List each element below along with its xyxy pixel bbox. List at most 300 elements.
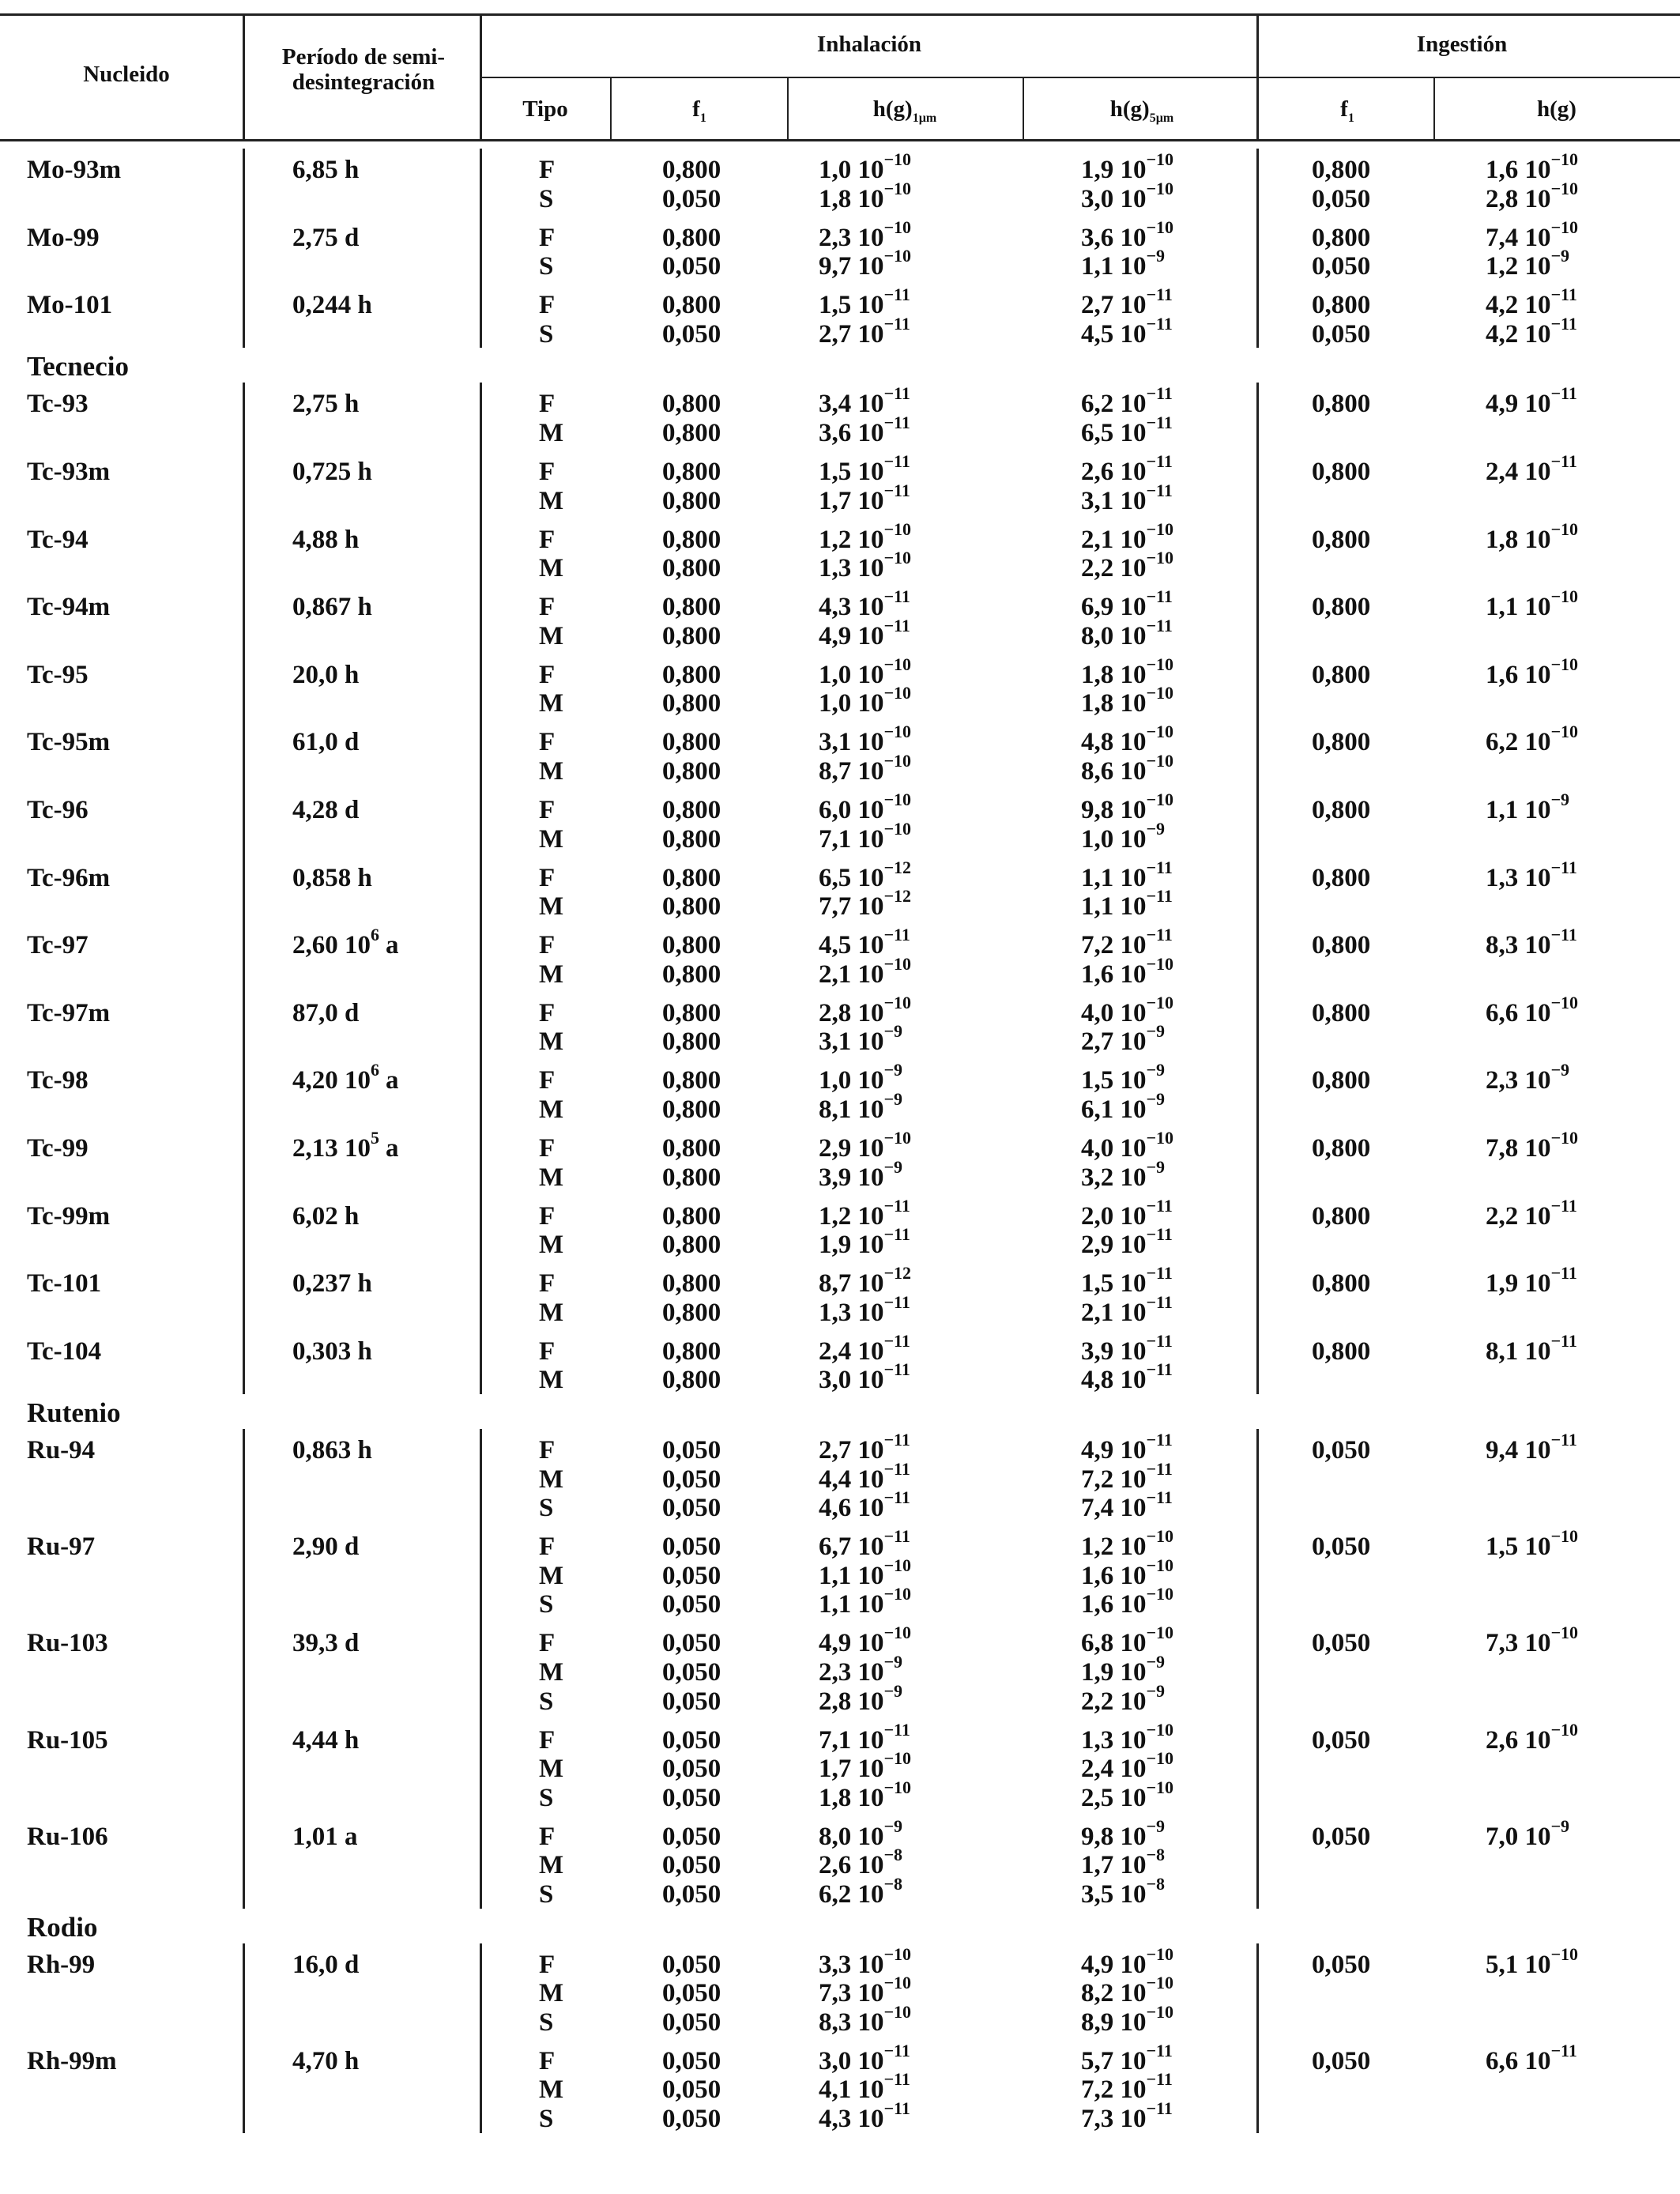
dose-inhalation-5um-mantissa: 1,2 [1081,1532,1114,1562]
base-ten: 10 [851,1163,884,1192]
dose-inhalation-5um-exponent: −11 [1146,1359,1173,1380]
f1-ingestion: 0,800 [1312,458,1371,486]
f1-inhalation: 0,800 [662,554,721,583]
base-ten: 10 [1113,1822,1147,1851]
half-life-unit: a [386,1066,399,1095]
dose-ingestion [1486,178,1579,214]
dose-inhalation-5um-mantissa: 1,9 [1081,156,1114,184]
absorption-type: F [539,1532,556,1562]
absorption-type: S [539,1687,554,1716]
dose-inhalation-1um-exponent: −11 [883,615,910,635]
dose-inhalation-5um [1081,1680,1166,1717]
dose-inhalation-1um-mantissa: 1,5 [819,291,852,320]
half-life: 4,28 d [292,796,360,824]
half-life: 4,88 h [292,525,360,554]
absorption-type: S [539,1494,554,1523]
header-hg-1um: $h(g)_{1\mu m}$ [872,96,937,125]
column-divider [243,383,245,1394]
absorption-type: F [539,863,556,892]
dose-inhalation-5um-exponent: −10 [1146,1128,1174,1148]
dose-inhalation-1um-mantissa: 8,1 [819,1095,852,1124]
f1-inhalation: 0,050 [662,2105,721,2133]
f1-ingestion: 0,800 [1312,593,1371,622]
dose-ingestion-exponent: −11 [1550,1430,1577,1449]
absorption-type: M [539,1366,564,1395]
base-ten: 10 [851,621,884,650]
dose-ingestion-exponent: −10 [1550,1526,1579,1547]
dose-inhalation-1um-exponent: −10 [883,722,912,742]
absorption-type: F [539,291,556,320]
half-life: 4,70 h [292,2046,360,2075]
absorption-type: M [539,1561,564,1590]
dose-inhalation-1um [819,2001,912,2038]
dose-inhalation-1um-exponent: −10 [883,683,912,703]
dose-inhalation-1um-exponent: −11 [883,1330,910,1351]
absorption-type: M [539,892,564,922]
base-ten: 10 [851,593,884,622]
dose-inhalation-1um [819,1291,910,1328]
base-ten: 10 [851,998,884,1027]
dose-ingestion-exponent: −11 [1550,2040,1577,2060]
f1-ingestion: 0,800 [1312,1201,1371,1231]
f1-inhalation: 0,050 [662,1532,721,1562]
nuclide-name: Tc-99m [27,1201,111,1231]
f1-inhalation: 0,800 [662,959,721,989]
base-ten: 10 [851,1979,884,2008]
dose-inhalation-5um-exponent: −10 [1146,790,1174,809]
base-ten: 10 [851,223,884,252]
dose-inhalation-1um-exponent: −11 [883,413,910,432]
dose-ingestion-mantissa: 2,3 [1486,1066,1519,1095]
dose-inhalation-5um-mantissa: 7,2 [1081,1465,1114,1494]
f1-inhalation: 0,050 [662,1822,721,1851]
dose-ingestion-exponent: −10 [1550,1623,1579,1643]
dose-inhalation-1um-mantissa: 6,0 [819,796,852,824]
dose-ingestion-mantissa: 5,1 [1486,1950,1519,1979]
dose-inhalation-1um-mantissa: 1,1 [819,1561,852,1590]
f1-ingestion: 0,050 [1312,1629,1371,1658]
dose-inhalation-5um-exponent: −11 [1146,1291,1173,1312]
base-ten: 10 [1113,998,1147,1027]
base-ten: 10 [851,1851,884,1880]
half-life: 0,244 h [292,291,372,320]
dose-inhalation-1um-exponent: −12 [883,1263,912,1284]
dose-inhalation-5um-mantissa: 4,0 [1081,998,1114,1027]
dose-inhalation-5um-mantissa: 2,2 [1081,554,1114,583]
dose-ingestion-mantissa: 9,4 [1486,1436,1519,1465]
half-life: 16,0 d [292,1950,360,1979]
header-divider [610,78,612,141]
dose-ingestion [1486,518,1579,555]
absorption-type: F [539,525,556,554]
dose-inhalation-1um [819,548,912,583]
nuclide-name: Tc-93m [27,458,111,486]
f1-inhalation: 0,050 [662,1465,721,1494]
base-ten: 10 [851,156,884,184]
dose-ingestion-exponent: −11 [1550,1330,1577,1351]
dose-inhalation-5um-mantissa: 1,1 [1081,863,1114,892]
dose-ingestion-exponent: −10 [1550,654,1579,674]
dose-inhalation-5um [1081,548,1174,583]
dose-ingestion-exponent: −10 [1550,722,1579,742]
base-ten: 10 [337,1134,371,1163]
dose-inhalation-1um-exponent: −9 [883,1680,903,1701]
half-life: 6,85 h [292,156,360,184]
absorption-type: F [539,1725,556,1755]
base-ten: 10 [851,689,884,718]
f1-ingestion: 0,800 [1312,931,1371,960]
f1-ingestion: 0,800 [1312,998,1371,1027]
nuclide-name: Mo-99 [27,223,100,252]
dose-inhalation-5um-exponent: −8 [1146,1845,1166,1865]
absorption-type: F [539,223,556,252]
dose-inhalation-1um-mantissa: 1,8 [819,184,852,213]
dose-inhalation-5um-mantissa: 3,6 [1081,223,1114,252]
base-ten: 10 [1113,2075,1147,2105]
f1-ingestion: 0,800 [1312,1066,1371,1095]
base-ten: 10 [1113,1532,1147,1562]
dose-ingestion [1486,925,1577,960]
dose-inhalation-1um-exponent: −11 [883,1359,910,1380]
column-divider [480,383,482,1394]
nuclide-name: Tc-99 [27,1134,89,1163]
dose-inhalation-1um-exponent: −8 [883,1874,903,1894]
dose-inhalation-1um-mantissa: 2,8 [819,998,852,1027]
base-ten: 10 [851,2075,884,2105]
dose-inhalation-5um-exponent: −10 [1146,992,1174,1012]
dose-ingestion [1486,1623,1579,1658]
base-ten: 10 [1518,525,1551,554]
dose-ingestion-exponent: −11 [1550,1263,1577,1284]
dose-inhalation-1um-mantissa: 1,3 [819,1298,852,1327]
dose-inhalation-1um-exponent: −11 [883,313,910,334]
base-ten: 10 [1113,1163,1147,1192]
header-inhalacion: Inhalación [816,32,922,57]
base-ten: 10 [337,1066,371,1095]
dose-ingestion-exponent: −10 [1550,178,1579,198]
dose-ingestion [1486,1060,1570,1095]
dose-inhalation-1um-mantissa: 6,7 [819,1532,852,1562]
base-ten: 10 [1113,1725,1147,1755]
header-divider [787,78,789,141]
base-ten: 10 [851,2046,884,2075]
dose-ingestion-mantissa: 7,3 [1486,1629,1519,1658]
dose-inhalation-1um-exponent: −10 [883,217,912,237]
base-ten: 10 [1518,728,1551,757]
nuclide-name: Tc-101 [27,1269,102,1299]
dose-inhalation-5um-exponent: −9 [1146,1680,1166,1701]
f1-ingestion: 0,800 [1312,863,1371,892]
base-ten: 10 [1113,291,1147,320]
dose-inhalation-5um-exponent: −9 [1146,1652,1166,1672]
f1-inhalation: 0,800 [662,156,721,184]
dose-inhalation-1um-exponent: −8 [883,1845,903,1865]
f1-inhalation: 0,050 [662,1590,721,1619]
base-ten: 10 [851,796,884,824]
dose-ingestion [1486,246,1570,281]
dose-inhalation-1um-mantissa: 8,0 [819,1822,852,1851]
base-ten: 10 [851,824,884,854]
dose-inhalation-1um-mantissa: 4,1 [819,2075,852,2105]
dose-inhalation-1um-exponent: −10 [883,149,912,169]
absorption-type: F [539,593,556,622]
nuclide-name: Rh-99 [27,1950,96,1979]
base-ten: 10 [1113,1066,1147,1095]
dose-ingestion-exponent: −10 [1550,1719,1579,1740]
dose-inhalation-1um [819,246,912,281]
dose-inhalation-5um-exponent: −9 [1146,1815,1166,1836]
base-ten: 10 [1113,1494,1147,1523]
half-life-unit: a [386,931,399,960]
dose-ingestion-mantissa: 4,9 [1486,390,1519,419]
dose-inhalation-1um [819,1777,912,1813]
base-ten: 10 [1113,2007,1147,2037]
dose-inhalation-1um-exponent: −12 [883,857,912,877]
f1-inhalation: 0,800 [662,1269,721,1299]
dose-inhalation-1um-exponent: −9 [883,1021,903,1042]
absorption-type: F [539,2046,556,2075]
dose-inhalation-5um-exponent: −10 [1146,1777,1174,1797]
base-ten: 10 [1518,1629,1551,1658]
base-ten: 10 [1113,1231,1147,1260]
dose-inhalation-5um [1081,886,1173,922]
header-divider [1433,78,1435,141]
base-ten: 10 [1113,1851,1147,1880]
dose-inhalation-1um-exponent: −10 [883,1973,912,1993]
base-ten: 10 [851,1658,884,1687]
base-ten: 10 [1113,458,1147,486]
dose-inhalation-5um [1081,953,1174,990]
column-divider [243,1429,245,1909]
absorption-type: F [539,998,556,1027]
f1-inhalation: 0,050 [662,252,721,281]
dose-inhalation-1um-exponent: −10 [883,548,912,568]
base-ten: 10 [1518,1336,1551,1366]
nuclide-name: Tc-94m [27,593,111,622]
dose-inhalation-5um-mantissa: 2,9 [1081,1231,1114,1260]
dose-inhalation-5um-exponent: −10 [1146,2001,1174,2022]
f1-inhalation: 0,800 [662,223,721,252]
base-ten: 10 [851,1561,884,1590]
base-ten: 10 [1518,1725,1551,1755]
f1-ingestion: 0,800 [1312,1269,1371,1299]
base-ten: 10 [1113,223,1147,252]
table-top-rule [0,13,1680,16]
dose-ingestion-exponent: −10 [1550,1943,1579,1964]
dose-inhalation-5um-mantissa: 8,0 [1081,621,1114,650]
base-ten: 10 [851,1822,884,1851]
dose-inhalation-1um-mantissa: 1,0 [819,689,852,718]
dose-ingestion-exponent: −9 [1550,790,1570,809]
nuclide-name: Tc-94 [27,525,89,554]
dose-inhalation-1um-mantissa: 1,0 [819,1066,852,1095]
dose-inhalation-5um-exponent: −11 [1146,1195,1173,1216]
dose-inhalation-1um-exponent: −10 [883,751,912,771]
dose-ingestion [1486,790,1570,825]
base-ten: 10 [851,458,884,486]
nuclide-name: Mo-101 [27,291,113,320]
absorption-type: S [539,319,554,349]
dose-ingestion-mantissa: 8,1 [1486,1336,1519,1366]
base-ten: 10 [851,660,884,689]
dose-inhalation-1um-mantissa: 3,1 [819,1027,852,1057]
f1-ingestion: 0,800 [1312,223,1371,252]
base-ten: 10 [1113,1095,1147,1124]
dose-inhalation-1um-mantissa: 4,9 [819,1629,852,1658]
absorption-type: F [539,931,556,960]
dose-inhalation-5um-mantissa: 4,8 [1081,728,1114,757]
dose-inhalation-5um-mantissa: 2,7 [1081,1027,1114,1057]
dose-inhalation-5um-mantissa: 1,9 [1081,1658,1114,1687]
f1-inhalation: 0,800 [662,1066,721,1095]
dose-inhalation-1um-exponent: −11 [883,1487,910,1508]
dose-inhalation-5um-exponent: −10 [1146,217,1174,237]
dose-inhalation-5um-exponent: −11 [1146,1224,1173,1245]
nuclide-name: Tc-93 [27,390,89,419]
absorption-type: F [539,660,556,689]
absorption-type: F [539,1201,556,1231]
base-ten: 10 [851,1783,884,1812]
f1-ingestion: 0,050 [1312,1532,1371,1562]
absorption-type: S [539,2007,554,2037]
dose-inhalation-5um [1081,1089,1166,1125]
base-ten: 10 [1113,1366,1147,1395]
dose-ingestion-mantissa: 1,3 [1486,863,1519,892]
column-divider [1256,149,1259,348]
dose-inhalation-5um-mantissa: 2,7 [1081,291,1114,320]
nuclide-name: Tc-96 [27,796,89,824]
absorption-type: M [539,959,564,989]
half-life: 0,303 h [292,1336,372,1366]
dose-ingestion-exponent: −11 [1550,313,1577,334]
dose-ingestion-mantissa: 1,1 [1486,593,1519,622]
dose-ingestion [1486,1719,1579,1755]
base-ten: 10 [1113,660,1147,689]
dose-ingestion [1486,722,1579,757]
f1-ingestion: 0,800 [1312,156,1371,184]
header-hg-ingestion: h(g) [1537,96,1576,122]
absorption-type: S [539,2105,554,2133]
base-ten: 10 [1113,1950,1147,1979]
dose-inhalation-1um-exponent: −11 [883,586,910,607]
dose-inhalation-5um-mantissa: 1,6 [1081,959,1114,989]
base-ten: 10 [1113,931,1147,960]
f1-inhalation: 0,050 [662,1687,721,1716]
absorption-type: M [539,1755,564,1784]
dose-inhalation-5um-exponent: −11 [1146,413,1173,432]
f1-ingestion: 0,050 [1312,319,1371,349]
absorption-type: M [539,486,564,515]
dose-inhalation-1um-mantissa: 8,3 [819,2007,852,2037]
dose-inhalation-1um-exponent: −10 [883,1623,912,1643]
dose-inhalation-5um-mantissa: 7,2 [1081,2075,1114,2105]
dose-inhalation-5um [1081,1291,1173,1328]
header-ingestion: Ingestión [1416,32,1508,57]
dose-inhalation-1um-mantissa: 1,1 [819,1590,852,1619]
half-life: 0,867 h [292,593,372,622]
dose-inhalation-5um-mantissa: 3,1 [1081,486,1114,515]
base-ten: 10 [1113,892,1147,922]
column-divider [243,1943,245,2133]
half-life [292,925,399,960]
f1-inhalation: 0,800 [662,419,721,447]
dose-inhalation-5um-mantissa: 4,9 [1081,1436,1114,1465]
header-f1-inhalacion: $f_1$ [692,96,706,125]
base-ten: 10 [1113,1658,1147,1687]
dose-ingestion [1486,992,1579,1028]
base-ten: 10 [337,931,371,960]
base-ten: 10 [1113,1755,1147,1784]
nuclide-name: Ru-94 [27,1436,96,1465]
f1-inhalation: 0,800 [662,1134,721,1163]
dose-inhalation-5um-exponent: −11 [1146,383,1173,404]
absorption-type: M [539,1851,564,1880]
dose-inhalation-1um-exponent: −10 [883,2001,912,2022]
dose-inhalation-1um-mantissa: 6,5 [819,863,852,892]
dose-inhalation-5um-mantissa: 7,4 [1081,1494,1114,1523]
dose-ingestion-mantissa: 1,5 [1486,1532,1519,1562]
dose-inhalation-5um-mantissa: 8,6 [1081,757,1114,786]
base-ten: 10 [1113,728,1147,757]
dose-inhalation-5um-mantissa: 6,8 [1081,1629,1114,1658]
base-ten: 10 [1113,1561,1147,1590]
header-bottom-rule [0,139,1680,141]
dose-inhalation-5um-exponent: −10 [1146,722,1174,742]
absorption-type: F [539,390,556,419]
dose-inhalation-5um-exponent: −10 [1146,1555,1174,1575]
dose-inhalation-5um-mantissa: 6,2 [1081,390,1114,419]
absorption-type: S [539,1880,554,1909]
dose-inhalation-5um-exponent: −10 [1146,178,1174,198]
dose-inhalation-5um [1081,1224,1173,1260]
dose-inhalation-1um-mantissa: 1,7 [819,1755,852,1784]
f1-inhalation: 0,050 [662,1755,721,1784]
dose-inhalation-5um-exponent: −8 [1146,1874,1166,1894]
absorption-type: M [539,1027,564,1057]
dose-ingestion [1486,451,1577,487]
half-life: 2,75 d [292,223,360,252]
base-ten: 10 [1113,824,1147,854]
base-ten: 10 [851,319,884,349]
dose-inhalation-5um [1081,480,1173,516]
dose-inhalation-5um-exponent: −10 [1146,1973,1174,1993]
base-ten: 10 [1113,2046,1147,2075]
base-ten: 10 [1518,184,1551,213]
dose-ingestion-mantissa: 4,2 [1486,291,1519,320]
element-group-heading: Tecnecio [27,351,129,383]
dose-inhalation-5um-mantissa: 1,6 [1081,1561,1114,1590]
dose-ingestion-mantissa: 8,3 [1486,931,1519,960]
absorption-type: M [539,1658,564,1687]
half-life-exponent: 5 [371,1128,379,1148]
f1-inhalation: 0,050 [662,1851,721,1880]
dose-inhalation-1um-mantissa: 2,7 [819,319,852,349]
half-life: 2,90 d [292,1532,360,1562]
base-ten: 10 [851,1134,884,1163]
dose-inhalation-1um-exponent: −9 [883,1089,903,1109]
header-hg-5um: $h(g)_{5\mu m}$ [1109,96,1174,125]
dose-inhalation-5um-mantissa: 4,8 [1081,1366,1114,1395]
base-ten: 10 [1518,319,1551,349]
base-ten: 10 [851,1629,884,1658]
base-ten: 10 [1518,660,1551,689]
dose-inhalation-5um [1081,615,1173,651]
base-ten: 10 [1113,156,1147,184]
f1-ingestion: 0,050 [1312,1436,1371,1465]
dose-inhalation-1um [819,1680,903,1717]
absorption-type: S [539,184,554,213]
f1-inhalation: 0,050 [662,1436,721,1465]
